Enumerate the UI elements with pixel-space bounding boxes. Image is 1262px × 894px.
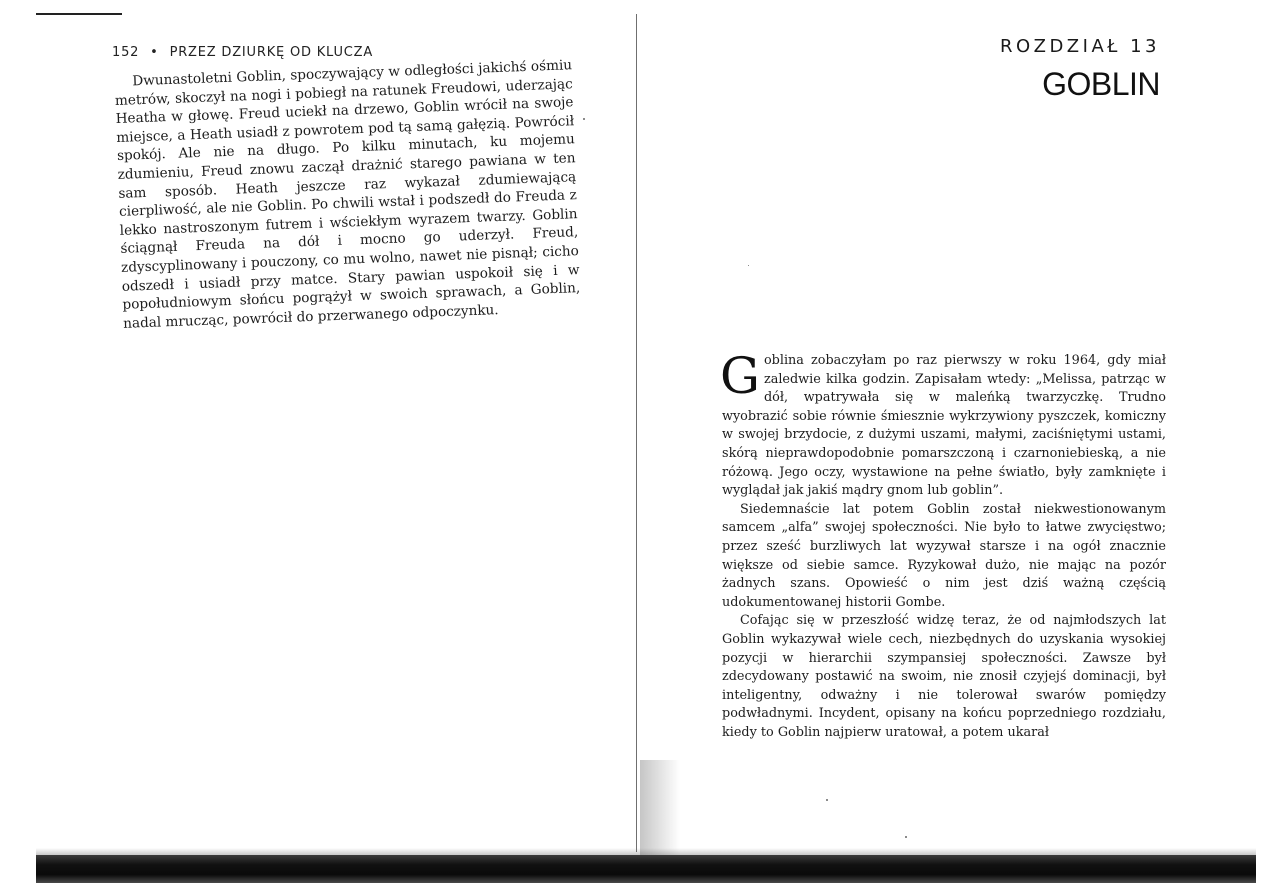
scan-speck	[826, 799, 828, 801]
scan-speck	[905, 836, 907, 838]
book-gutter	[636, 14, 637, 852]
body-paragraph-2: Siedemnaście lat potem Goblin został niekwestionowanym samcem „alfa” swojej społeczności. Nie było to łatwe zwycięstwo; przez sześć burzliwych lat wyzywał starsze i na ogół znacznie większe od siebie samce. Ryzykował dużo, nie mając na pozór żadnych szans. Opowieść o nim jest dziś ważną częścią udokumentowanej historii Gombe.	[722, 501, 1166, 610]
body-paragraph-3: Cofając się w przeszłość widzę teraz, że od najmłodszych lat Goblin wykazywał wiele cech, niezbędnych do uzyskania wysokiej pozycji w hierarchii szympansiej społeczności. Zawsze był zdecydowany postawić na swoim, nie znosił czyjejś dominacji, był inteligentny, odważny i nie tolerował swarów pomiędzy podwładnymi. Incydent, opisany na końcu poprzedniego rozdziału, kiedy to Goblin najpierw uratował, a potem ukarał	[722, 613, 1166, 740]
page-number: 152	[112, 45, 140, 60]
chapter-label: ROZDZIAŁ 13	[999, 36, 1160, 57]
book-title: PRZEZ DZIURKĘ OD KLUCZA	[169, 45, 374, 60]
drop-cap: G	[720, 347, 760, 405]
top-scan-rule	[36, 13, 122, 15]
running-head	[112, 45, 373, 60]
scan-speck	[583, 118, 585, 120]
left-page-paragraph: Dwunastoletni Goblin, spoczywający w odległości jakichś ośmiu metrów, skoczył na nogi i pobiegł na ratunek Freudowi, uderzając Heatha w głowę. Freud uciekł na drzewo, Goblin wrócił na swoje miejsce, a Heath usiadł z powrotem pod tą samą gałęzią. Powrócił spokój. Ale nie na długo. Po kilku minutach, ku mojemu zdumieniu, Freud znowu zaczął drażnić starego pawiana w ten sam sposób. Heath jeszcze raz wykazał zdumiewającą cierpliwość, ale nie Goblin. Po chwili wstał i podszedł do Freuda z lekko nastroszonym futrem i wściekłym wyrazem twarzy. Goblin ściągnął Freuda na dół i mocno go uderzył. Freud, zdyscyplinowany i pouczony, co mu wolno, nawet nie pisnął; cicho odszedł i usiadł przy matce. Stary pawian uspokoił się i w popołudniowym słońcu pogrążył w swoich sprawach, a Goblin, nadal mrucząc, powrócił do przerwanego odpoczynku.	[114, 57, 581, 332]
scan-speck	[748, 265, 749, 266]
right-page-body	[720, 347, 1166, 742]
body-paragraph-1	[720, 347, 1166, 501]
paragraph-text: oblina zobaczyłam po raz pierwszy w roku 1964, gdy miał zaledwie kilka godzin. Zapisałam wtedy: „Melissa, patrząc w dół, wpatrywała się w maleńką twarzyczkę. Trudno wyobrazić sobie równie śmiesznie wykrzywiony pyszczek, komiczny w swojej brzydocie, z dużymi uszami, małymi, zaciśniętymi ustami, skórą nieprawdopodobnie pomarszczoną i czarnoniebieską, a nie różową. Jego oczy, wystawione na pełne światło, były zamknięte i wyglądał jak jakiś mądry gnom lub goblin”.	[722, 353, 1166, 499]
bottom-scan-edge	[36, 855, 1256, 883]
running-head-separator: •	[150, 45, 159, 60]
chapter-title: GOBLIN	[1042, 66, 1160, 102]
